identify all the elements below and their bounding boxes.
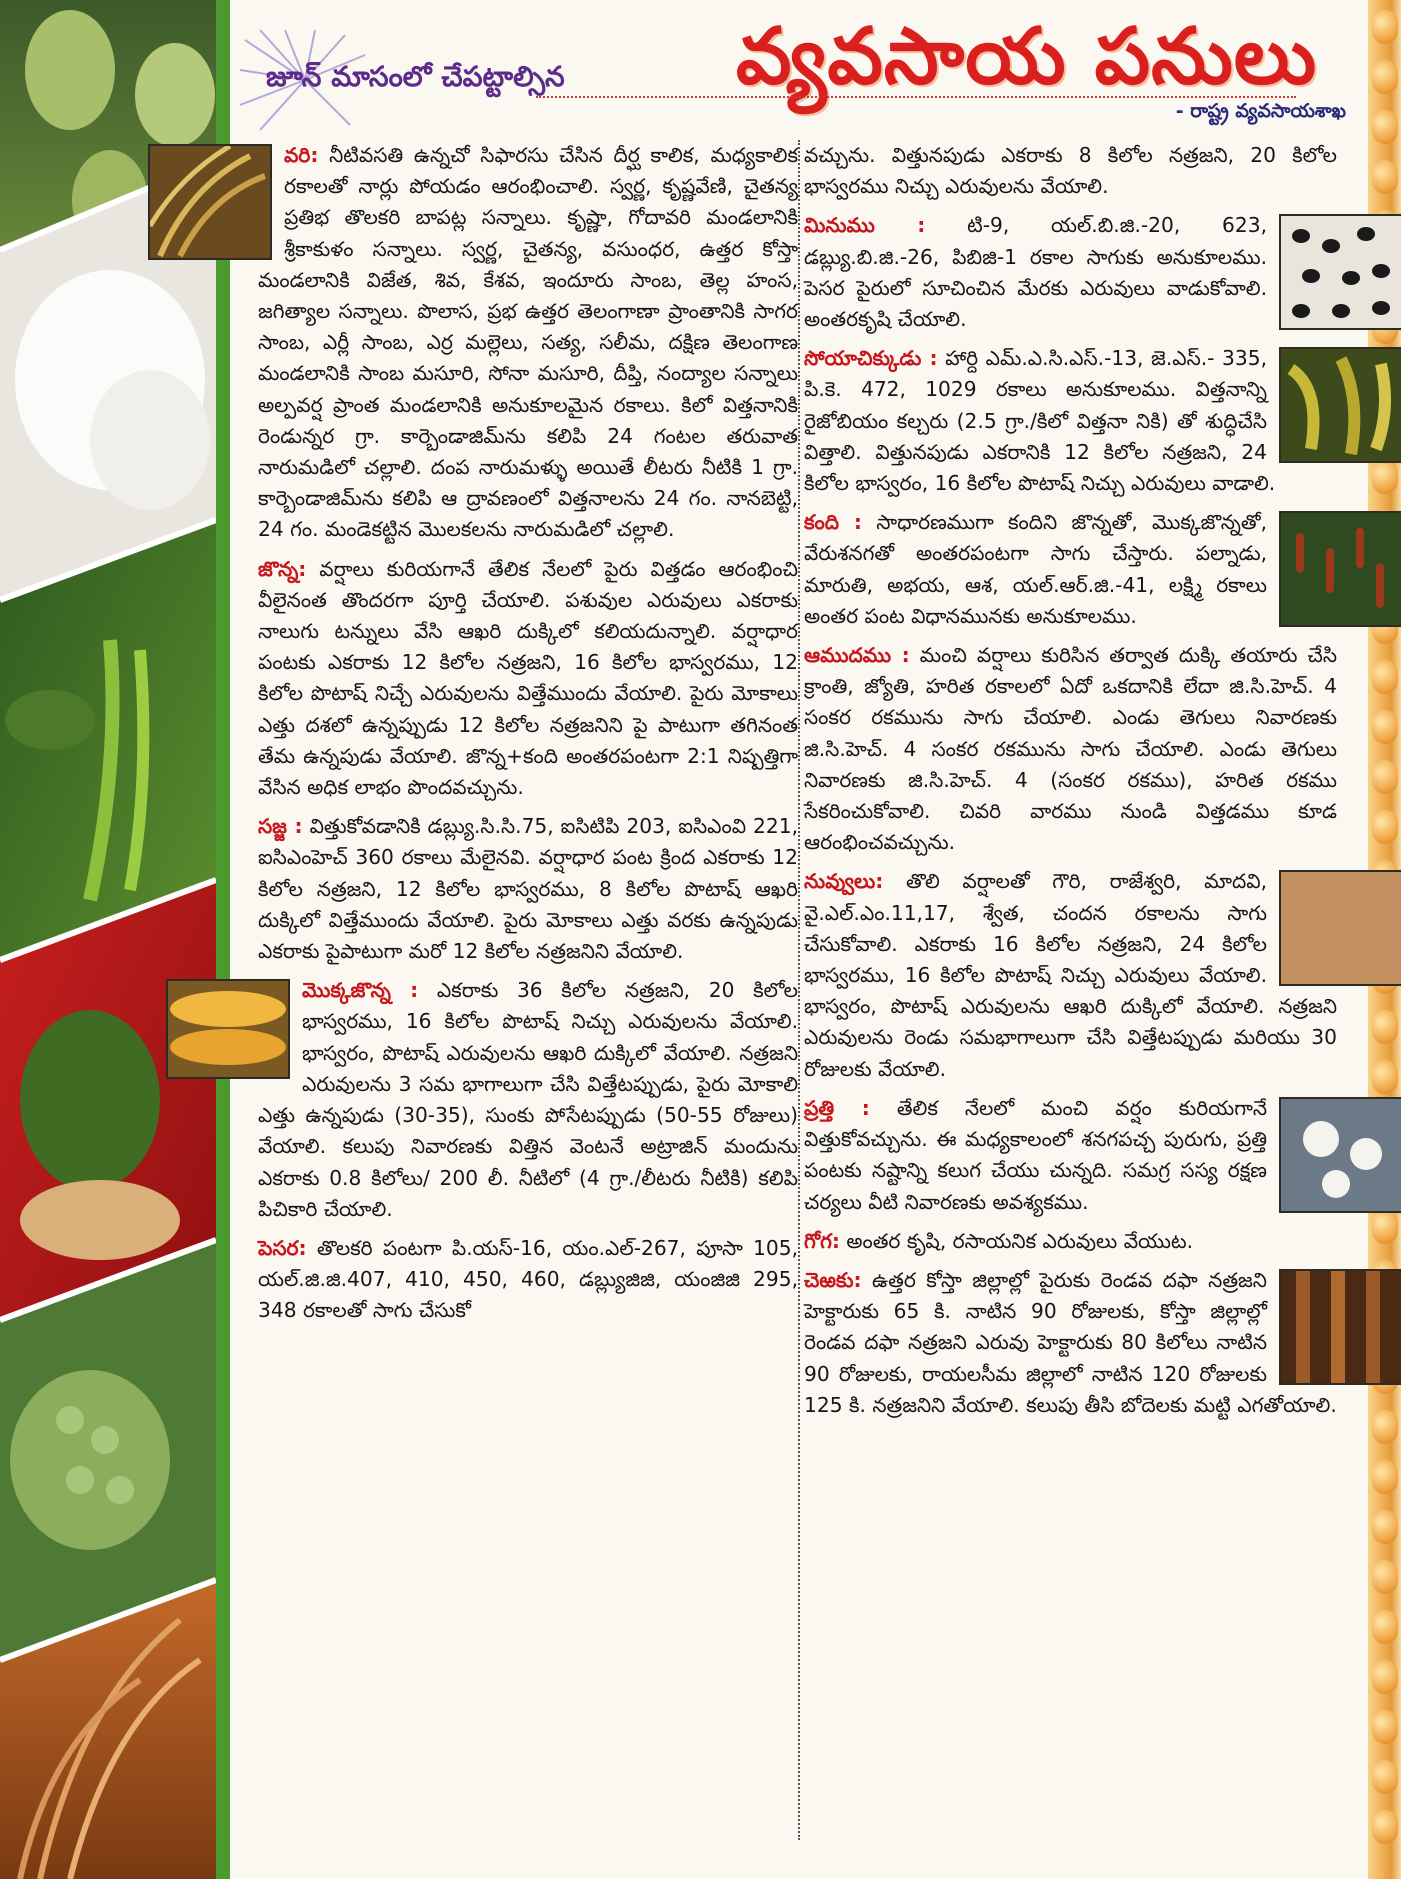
crop-label: ఆముదము (804, 643, 892, 668)
section-text: ఉత్తర కోస్తా జిల్లాల్లో పైరుకు రెండవ దఫా నత్రజని హెక్టారుకు 65 కి. నాటిన 90 రోజులకు, కోస్తా జిల్లాల్లో రెండవ దఫా నత్రజని ఎరువు హెక్టారుకు 80 కిలోలు నాటిన 90 రోజులకు, రాయలసీమ జిల్లాలో నాటిన 120 రోజులకు 125 కి. నత్రజనిని వేయాలి. కలుపు తీసి బోదెలకు మట్టి ఎగతోయాలి. (804, 1267, 1337, 1417)
section-pesara: పెసర: తొలకరి పంటగా పి.యస్-16, యం.ఎల్-267, పూసా 105, యల్.జి.జి.407, 410, 450, 460, డబ్ల్యుజిజి, యంజిజి 295, 348 రకాలతో సాగు చేసుకో (258, 1235, 798, 1323)
maize-kernel-icon (1372, 1610, 1398, 1644)
section-text: వచ్చును. విత్తునపుడు ఎకరాకు 8 కిలోల నత్రజని, 20 కిలోల భాస్వరము నిచ్చు ఎరువులను వేయాలి. (804, 143, 1337, 199)
maize-kernel-icon (1372, 1460, 1398, 1494)
rice-photo (148, 144, 272, 260)
maize-kernel-icon (1372, 110, 1398, 144)
section-pratti: ప్రత్తి : తేలిక నేలలో మంచి వర్షం కురియగానే విత్తుకోవచ్చును. ఈ మధ్యకాలంలో శనగపచ్చ పురుగు, ప్రత్తి పంటకు నష్టాన్ని కలుగ చేయు చున్నది. సమగ్ర సస్య రక్షణ చర్యలు వీటి నివారణకు అవశ్యకము. (804, 1093, 1337, 1218)
maize-kernel-icon (1372, 1060, 1398, 1094)
header-divider (536, 96, 1296, 98)
section-mokkajonna: మొక్కజొన్న : ఎకరాకు 36 కిలోల నత్రజని, 20 కిలోల భాస్వరము, 16 కిలోల పొటాష్ నిచ్చు ఎరువులను వేయాలి. భాస్వరం, పొటాష్ ఎరువులను ఆఖరి దుక్కిలో వేయాలి. నత్రజని ఎరువులను 3 సమ భాగాలుగా చేసి విత్తేటప్పుడు, పైరు మోకాలి ఎత్తు ఉన్నపుడు (30-35), సుంకు పోసేటప్పుడు (50-55 రోజులు) వేయాలి. కలుపు నివారణకు విత్తిన వెంటనే అట్రాజిన్ మందును ఎకరాకు 0.8 కిలోలు/ 200 లీ. నీటిలో (4 గ్రా./లీటరు నీటికి) కలిపి పిచికారి చేయాలి. (258, 975, 798, 1225)
section-text: తేలిక నేలలో మంచి వర్షం కురియగానే విత్తుకోవచ్చును. ఈ మధ్యకాలంలో శనగపచ్చ పురుగు, ప్రత్తి పంటకు నష్టాన్ని కలుగ చేయు చున్నది. సమగ్ర సస్య రక్షణ చర్యలు వీటి నివారణకు అవశ్యకము. (804, 1095, 1267, 1214)
maize-photo (166, 979, 290, 1079)
section-text: ఎకరాకు 36 కిలోల నత్రజని, 20 కిలోల భాస్వరము, 16 కిలోల పొటాష్ నిచ్చు ఎరువులను వేయాలి. భాస్వరం, పొటాష్ ఎరువులను ఆఖరి దుక్కిలో వేయాలి. నత్రజని ఎరువులను 3 సమ భాగాలుగా చేసి విత్తేటప్పుడు, పైరు మోకాలి ఎత్తు ఉన్నపుడు (30-35), సుంకు పోసేటప్పుడు (50-55 రోజులు) వేయాలి. కలుపు నివారణకు విత్తిన వెంటనే అట్రాజిన్ మందును ఎకరాకు 0.8 కిలోలు/ 200 లీ. నీటిలో (4 గ్రా./లీటరు నీటికి) కలిపి పిచికారి చేయాలి. (258, 978, 798, 1221)
crop-label: నువ్వులు (804, 869, 876, 894)
section-text: తొలకరి పంటగా పి.యస్-16, యం.ఎల్-267, పూసా 105, యల్.జి.జి.407, 410, 450, 460, డబ్ల్యుజిజి, యంజిజి 295, 348 రకాలతో సాగు చేసుకో (258, 1235, 798, 1323)
crop-label: కంది (804, 510, 840, 535)
maize-kernel-icon (1372, 1760, 1398, 1794)
header-title: వ్యవసాయ పనులు (736, 12, 1318, 102)
section-cheraku: చెఱకు: ఉత్తర కోస్తా జిల్లాల్లో పైరుకు రెండవ దఫా నత్రజని హెక్టారుకు 65 కి. నాటిన 90 రోజులకు, కోస్తా జిల్లాల్లో రెండవ దఫా నత్రజని ఎరువు హెక్టారుకు 80 కిలోలు నాటిన 90 రోజులకు, రాయలసీమ జిల్లాలో నాటిన 120 రోజులకు 125 కి. నత్రజనిని వేయాలి. కలుపు తీసి బోదెలకు మట్టి ఎగతోయాలి. (804, 1265, 1337, 1421)
section-text: హార్ది ఎమ్.ఎ.సి.ఎస్.-13, జె.ఎస్.- 335, పి.కె. 472, 1029 రకాలు అనుకూలము. విత్తనాన్ని రైజోబియం కల్చరు (2.5 గ్రా./కిలో విత్తనా నికి) తో శుద్ధిచేసి విత్తాలి. విత్తునపుడు ఎకరానికి 12 కిలోల నత్రజని, 24 కిలోల భాస్వరం, 16 కిలోల పొటాష్ నిచ్చు ఎరువులు వాడాలి. (804, 346, 1276, 496)
maize-kernel-icon (1372, 1710, 1398, 1744)
maize-kernel-icon (1372, 810, 1398, 844)
maize-kernel-icon (1372, 160, 1398, 194)
section-text: వర్షాలు కురియగానే తేలిక నేలలో పైరు విత్తడం ఆరంభించి వీలైనంత తొందరగా పూర్తి చేయాలి. పశువుల ఎరువులు ఎకరాకు నాలుగు టన్నులు వేసి ఆఖరి దుక్కిలో కలియదున్నాలి. వర్షాధార పంటకు ఎకరాకు 12 కిలోల నత్రజని, 16 కిలోల భాస్వరము, 12 కిలోల పొటాష్ నిచ్చే ఎరువులను విత్తేముందు వేయాలి. పైరు మోకాలు ఎత్తు దశలో ఉన్నప్పుడు 12 కిలోల నత్రజనిని పై పాటుగా తగినంత తేమ ఉన్నపుడు వేయాలి. జొన్న+కంది అంతరపంటగా 2:1 నిష్పత్తిగా వేసిన అధిక లాభం పొందవచ్చును. (258, 556, 798, 800)
red-gram-photo (1279, 511, 1401, 627)
section-goga: గోగ: అంతర కృషి, రసాయనిక ఎరువులు వేయుట. (804, 1228, 1194, 1253)
section-pesara-continued (804, 140, 1337, 202)
sesame-photo (1279, 870, 1401, 986)
maize-kernel-icon (1372, 660, 1398, 694)
left-photo-strip (0, 0, 216, 1879)
maize-kernel-icon (1372, 60, 1398, 94)
section-text: నీటివసతి ఉన్నచో సిఫారసు చేసిన దీర్ఘ కాలిక, మధ్యకాలిక రకాలతో నార్లు పోయడం ఆరంభించాలి. స్వర్ణ, కృష్ణవేణి, చైతన్య ప్రతిభ తొలకరి బాపట్ల సన్నాలు. కృష్ణా, గోదావరి మండలానికి శ్రీకాకుళం సన్నాలు. స్వర్ణ, చైతన్య, వసుంధర, ఉత్తర కోస్తా మండలానికి విజేత, శివ, కేశవ, ఇందూరు సాంబ, తెల్ల హంస, జగిత్యాల సన్నాలు. పొలాస, ప్రభ ఉత్తర తెలంగాణా ప్రాంతానికి సాగర సాంబ, ఎర్లీ సాంబ, ఎర్ర మల్లెలు, సత్య, సలీమ, దక్షిణ తెలంగాణ మండలానికి సాంబ మసూరి, సోనా మసూరి, దీప్తి, నంద్యాల సన్నాలు అల్పవర్ష ప్రాంత మండలానికి అనుకూలమైన రకాలు. కిలో విత్తనానికి రెండున్నర గ్రా. కార్బెండాజిమ్‌ను కలిపి 24 గంటల తరువాత నారుమడిలో చల్లాలి. దంప నారుమళ్ళు అయితే లీటరు నీటికి 1 గ్రా. కార్బెండాజిమ్‌ను కలిపి ఆ ద్రావణంలో విత్తనాలను 24 గం. నానబెట్టి, 24 గం. మండెకట్టిన మొలకలను నారుమడిలో చల్లాలి. (258, 143, 798, 542)
section-text: మంచి వర్షాలు కురిసిన తర్వాత దుక్కి తయారు చేసి క్రాంతి, జ్యోతి, హరిత రకాలలో ఏదో ఒకదానికి లేదా జి.సి.హెచ్. 4 సంకర రకమును సాగు చేయాలి. ఎండు తెగులు నివారణకు జి.సి.హెచ్. 4 సంకర రకమును సాగు చేయాలి. ఎండు తెగులు నివారణకు జి.సి.హెచ్. 4 (సంకర రకము), హరిత రకము సేకరించుకోవాలి. చివరి వారము నుండి విత్తడము కూడ ఆరంభించవచ్చును. (804, 643, 1338, 855)
maize-kernel-icon (1372, 1510, 1398, 1544)
crop-label: ప్రత్తి (804, 1095, 835, 1120)
article-header (236, 0, 1368, 140)
cotton-photo (1279, 1097, 1401, 1213)
header-subtitle: జూన్ మాసంలో చేపట్టాల్సిన (266, 60, 565, 93)
section-text: తొలి వర్షాలతో గౌరి, రాజేశ్వరి, మాదవి, వై.ఎల్.ఎం.11,17, శ్వేత, చందన రకాలను సాగు చేసుకోవాలి. ఎకరాకు 16 కిలోల నత్రజని, 24 కిలోల భాస్వరము, 16 కిలోల పొటాష్ నిచ్చు ఎరువులు వేయాలి. భాస్వరం, పొటాష్ ఎరువులను ఆఖరి దుక్కిలో వేయాలి. నత్రజని ఎరువులను రెండు సమభాగాలుగా చేసి విత్తేటప్పుడు మరియు 30 రోజులకు వేయాలి. (804, 869, 1337, 1081)
sugarcane-photo (1279, 1269, 1401, 1385)
crop-label: మినుము (804, 213, 875, 238)
crop-label: పెసర (258, 1235, 299, 1260)
header-byline: - రాష్ట్ర వ్యవసాయశాఖ (1175, 100, 1346, 122)
maize-kernel-icon (1372, 710, 1398, 744)
section-sajja: సజ్జ : విత్తుకోవడానికి డబ్ల్యు.సి.సి.75, ఐసిటిపి 203, ఐసిఎంవి 221, ఐసిఎంహెచ్ 360 రకాలు మేలైనవి. వర్షాధార పంట క్రింద ఎకరాకు 12 కిలోల నత్రజని, 12 కిలోల భాస్వరము, 8 కిలోల పొటాష్ ఆఖరి దుక్కిలో విత్తేముందు వేయాలి. పైరు మోకాలు ఎత్తు వరకు ఉన్నపుడు ఎకరాకు పైపాటుగా మరో 12 కిలోల నత్రజనిని వేయాలి. (258, 814, 798, 964)
crop-collage-graphic (0, 0, 216, 1879)
section-kandi: కంది : సాధారణముగా కందిని జొన్నతో, మొక్కజొన్నతో, వేరుశనగతో అంతరపంటగా సాగు చేస్తారు. పల్నాడు, మారుతి, అభయ, ఆశ, యల్.ఆర్.జి.-41, లక్ష్మి రకాలు అంతర పంట విధానమునకు అనుకూలము. (804, 507, 1337, 632)
section-text: విత్తుకోవడానికి డబ్ల్యు.సి.సి.75, ఐసిటిపి 203, ఐసిఎంవి 221, ఐసిఎంహెచ్ 360 రకాలు మేలైనవి. వర్షాధార పంట క్రింద ఎకరాకు 12 కిలోల నత్రజని, 12 కిలోల భాస్వరము, 8 కిలోల పొటాష్ ఆఖరి దుక్కిలో విత్తేముందు వేయాలి. పైరు మోకాలు ఎత్తు వరకు ఉన్నపుడు ఎకరాకు పైపాటుగా మరో 12 కిలోల నత్రజనిని వేయాలి. (258, 814, 798, 964)
section-soyachikkudu: సోయాచిక్కుడు : హార్ది ఎమ్.ఎ.సి.ఎస్.-13, జె.ఎస్.- 335, పి.కె. 472, 1029 రకాలు అనుకూలము. విత్తనాన్ని రైజోబియం కల్చరు (2.5 గ్రా./కిలో విత్తనా నికి) తో శుద్ధిచేసి విత్తాలి. విత్తునపుడు ఎకరానికి 12 కిలోల నత్రజని, 24 కిలోల భాస్వరం, 16 కిలోల పొటాష్ నిచ్చు ఎరువులు వాడాలి. (804, 343, 1337, 499)
crop-label: గోగ (804, 1228, 832, 1253)
green-vertical-rule (216, 0, 230, 1879)
maize-kernel-icon (1372, 1410, 1398, 1444)
crop-label: వరి (284, 143, 311, 167)
maize-kernel-icon (1372, 1560, 1398, 1594)
maize-kernel-icon (1372, 760, 1398, 794)
maize-kernel-icon (1372, 10, 1398, 44)
maize-kernel-icon (1372, 1010, 1398, 1044)
section-text: టి-9, యల్.బి.జి.-20, 623, డబ్ల్యు.బి.జి.-26, పిబిజి-1 రకాల సాగుకు అనుకూలము. పెసర పైరులో సూచించిన మేరకు ఎరువులు వాడుకోవాలి. అంతరకృషి చేయాలి. (804, 213, 1267, 332)
section-minumu: మినుము : టి-9, యల్.బి.జి.-20, 623, డబ్ల్యు.బి.జి.-26, పిబిజి-1 రకాల సాగుకు అనుకూలము. పెసర పైరులో సూచించిన మేరకు ఎరువులు వాడుకోవాలి. అంతరకృషి చేయాలి. (804, 210, 1337, 335)
maize-kernel-icon (1372, 1810, 1398, 1844)
section-jonna: జొన్న: వర్షాలు కురియగానే తేలిక నేలలో పైరు విత్తడం ఆరంభించి వీలైనంత తొందరగా పూర్తి చేయాలి. పశువుల ఎరువులు ఎకరాకు నాలుగు టన్నులు వేసి ఆఖరి దుక్కిలో కలియదున్నాలి. వర్షాధార పంటకు ఎకరాకు 12 కిలోల నత్రజని, 16 కిలోల భాస్వరము, 12 కిలోల పొటాష్ నిచ్చే ఎరువులను విత్తేముందు వేయాలి. పైరు మోకాలు ఎత్తు దశలో ఉన్నప్పుడు 12 కిలోల నత్రజనిని పై పాటుగా తగినంత తేమ ఉన్నపుడు వేయాలి. జొన్న+కంది అంతరపంటగా 2:1 నిష్పత్తిగా వేసిన అధిక లాభం పొందవచ్చును. (258, 556, 798, 800)
section-text: సాధారణముగా కందిని జొన్నతో, మొక్కజొన్నతో, వేరుశనగతో అంతరపంటగా సాగు చేస్తారు. పల్నాడు, మారుతి, అభయ, ఆశ, యల్.ఆర్.జి.-41, లక్ష్మి రకాలు అంతర పంట విధానమునకు అనుకూలము. (804, 510, 1267, 628)
left-column (258, 140, 798, 1335)
section-nuvvulu: నువ్వులు: తొలి వర్షాలతో గౌరి, రాజేశ్వరి, మాదవి, వై.ఎల్.ఎం.11,17, శ్వేత, చందన రకాలను సాగు చేసుకోవాలి. ఎకరాకు 16 కిలోల నత్రజని, 24 కిలోల భాస్వరము, 16 కిలోల పొటాష్ నిచ్చు ఎరువులు వేయాలి. భాస్వరం, పొటాష్ ఎరువులను ఆఖరి దుక్కిలో వేయాలి. నత్రజని ఎరువులను రెండు సమభాగాలుగా చేసి విత్తేటప్పుడు మరియు 30 రోజులకు వేయాలి. (804, 866, 1337, 1084)
black-gram-photo (1279, 214, 1401, 330)
column-divider (798, 140, 800, 1840)
maize-kernel-icon (1372, 1660, 1398, 1694)
crop-label: సజ్జ (258, 814, 287, 839)
maize-kernel-icon (1372, 460, 1398, 494)
crop-label: జొన్న (258, 556, 299, 581)
crop-label: సోయాచిక్కుడు (804, 346, 922, 371)
crop-label: చెఱకు (804, 1267, 854, 1292)
section-text: అంతర కృషి, రసాయనిక ఎరువులు వేయుట. (846, 1228, 1194, 1253)
section-amudamu: ఆముదము : మంచి వర్షాలు కురిసిన తర్వాత దుక్కి తయారు చేసి క్రాంతి, జ్యోతి, హరిత రకాలలో ఏదో ఒకదానికి లేదా జి.సి.హెచ్. 4 సంకర రకమును సాగు చేయాలి. ఎండు తెగులు నివారణకు జి.సి.హెచ్. 4 సంకర రకమును సాగు చేయాలి. ఎండు తెగులు నివారణకు జి.సి.హెచ్. 4 (సంకర రకము), హరిత రకము సేకరించుకోవాలి. చివరి వారము నుండి విత్తడము కూడ ఆరంభించవచ్చును. (804, 643, 1338, 855)
right-column (804, 140, 1337, 1429)
soybean-photo (1279, 347, 1401, 463)
maize-kernel-icon (1372, 1210, 1398, 1244)
crop-label: మొక్కజొన్న (302, 978, 391, 1003)
section-vari: వరి: నీటివసతి ఉన్నచో సిఫారసు చేసిన దీర్ఘ కాలిక, మధ్యకాలిక రకాలతో నార్లు పోయడం ఆరంభించాలి. స్వర్ణ, కృష్ణవేణి, చైతన్య ప్రతిభ తొలకరి బాపట్ల సన్నాలు. కృష్ణా, గోదావరి మండలానికి శ్రీకాకుళం సన్నాలు. స్వర్ణ, చైతన్య, వసుంధర, ఉత్తర కోస్తా మండలానికి విజేత, శివ, కేశవ, ఇందూరు సాంబ, తెల్ల హంస, జగిత్యాల సన్నాలు. పొలాస, ప్రభ ఉత్తర తెలంగాణా ప్రాంతానికి సాగర సాంబ, ఎర్లీ సాంబ, ఎర్ర మల్లెలు, సత్య, సలీమ, దక్షిణ తెలంగాణ మండలానికి సాంబ మసూరి, సోనా మసూరి, దీప్తి, నంద్యాల సన్నాలు అల్పవర్ష ప్రాంత మండలానికి అనుకూలమైన రకాలు. కిలో విత్తనానికి రెండున్నర గ్రా. కార్బెండాజిమ్‌ను కలిపి 24 గంటల తరువాత నారుమడిలో చల్లాలి. దంప నారుమళ్ళు అయితే లీటరు నీటికి 1 గ్రా. కార్బెండాజిమ్‌ను కలిపి ఆ ద్రావణంలో విత్తనాలను 24 గం. నానబెట్టి, 24 గం. మండెకట్టిన మొలకలను నారుమడిలో చల్లాలి. (258, 140, 798, 546)
